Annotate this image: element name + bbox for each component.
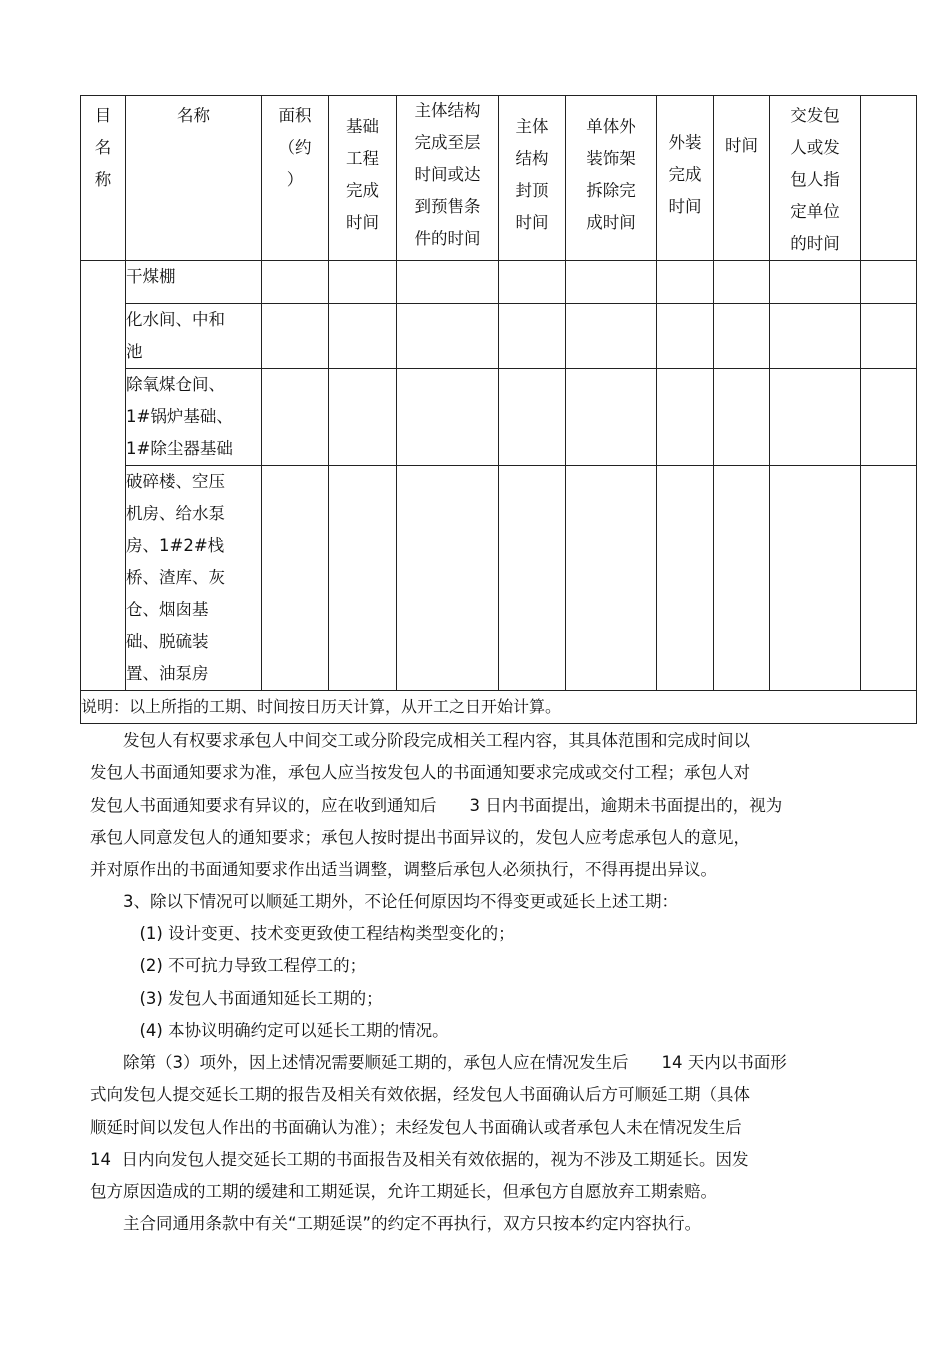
paragraph-interim-completion: 发包人有权要求承包人中间交工或分阶段完成相关工程内容，其具体范围和完成时间以 发包人书面通知要求为准，承包人应当按发包人的书面通知要求完成或交付工程；承包人对 发包人书面通知要求有异议的，应在收到通知后 3 日内书面提出，逾期未书面提出的，视为 承包人同意发包人的通知要求；承包人按时提出书面异议的，发包人应考虑承包人的意见， 并对原作出的书面通知要求作出适当调整，调整后承包人必须执行，不得再提出异议。 <box>90 731 783 880</box>
list-item: (2) 不可抗力导致工程停工的； <box>90 956 367 976</box>
header-cell: 外装 完成 时间 <box>657 96 714 261</box>
table-header-row <box>81 96 917 261</box>
header-cell: 目 名 称 <box>81 96 126 261</box>
group-cell <box>81 261 126 691</box>
header-cell: 单体外 装饰架 拆除完 成时间 <box>566 96 657 261</box>
extension-conditions-list <box>90 918 870 1047</box>
header-cell: 基础 工程 完成 时间 <box>329 96 397 261</box>
table-row <box>81 261 917 304</box>
table-row <box>81 466 917 691</box>
table-row <box>81 369 917 466</box>
header-cell: 名称 <box>126 96 262 261</box>
table-row <box>81 304 917 369</box>
header-cell: 主体 结构 封顶 时间 <box>499 96 566 261</box>
header-cell: 时间 <box>714 96 770 261</box>
row-name-cell: 干煤棚 <box>126 261 262 304</box>
paragraph-final: 主合同通用条款中有关“工期延误”的约定不再执行，双方只按本约定内容执行。 <box>90 1214 702 1233</box>
table-note: 说明：以上所指的工期、时间按日历天计算，从开工之日开始计算。 <box>81 691 917 724</box>
header-cell: 交发包 人或发 包人指 定单位 的时间 <box>770 96 861 261</box>
clause-3-heading: 3、除以下情况可以顺延工期外，不论任何原因均不得变更或延长上述工期： <box>90 892 678 911</box>
row-name-cell: 破碎楼、空压 机房、给水泵 房、1#2#栈 桥、渣库、灰 仓、烟囱基 础、脱硫装 置、油泵房 <box>126 466 262 691</box>
row-name-cell: 除氧煤仓间、 1#锅炉基础、 1#除尘器基础 <box>126 369 262 466</box>
header-cell: 主体结构 完成至层 时间或达 到预售条 件的时间 <box>397 96 499 261</box>
list-item: (3) 发包人书面通知延长工期的； <box>90 988 383 1008</box>
list-item: (4) 本协议明确约定可以延长工期的情况。 <box>90 1020 449 1040</box>
header-cell: 面积 （约 ） <box>262 96 329 261</box>
row-name-cell: 化水间、中和 池 <box>126 304 262 369</box>
paragraph-extension-procedure: 除第（3）项外，因上述情况需要顺延工期的，承包人应在情况发生后 14 天内以书面形 式向发包人提交延长工期的报告及相关有效依据，经发包人书面确认后方可顺延工期（具体 顺延时间以发包人作出的书面确认为准）；未经发包人书面确认或者承包人未在情况发生后 14 日内向发包人提交延长工期的书面报告及相关有效依据的，视为不涉及工期延长。因发 包方原因造成的工期的缓建和工期延误，允许工期延长，但承包方自愿放弃工期索赔。 <box>90 1053 787 1202</box>
list-item: (1) 设计变更、技术变更致使工程结构类型变化的； <box>90 924 515 943</box>
schedule-table <box>80 95 917 724</box>
header-cell <box>861 96 917 261</box>
table-note-row <box>81 691 917 724</box>
